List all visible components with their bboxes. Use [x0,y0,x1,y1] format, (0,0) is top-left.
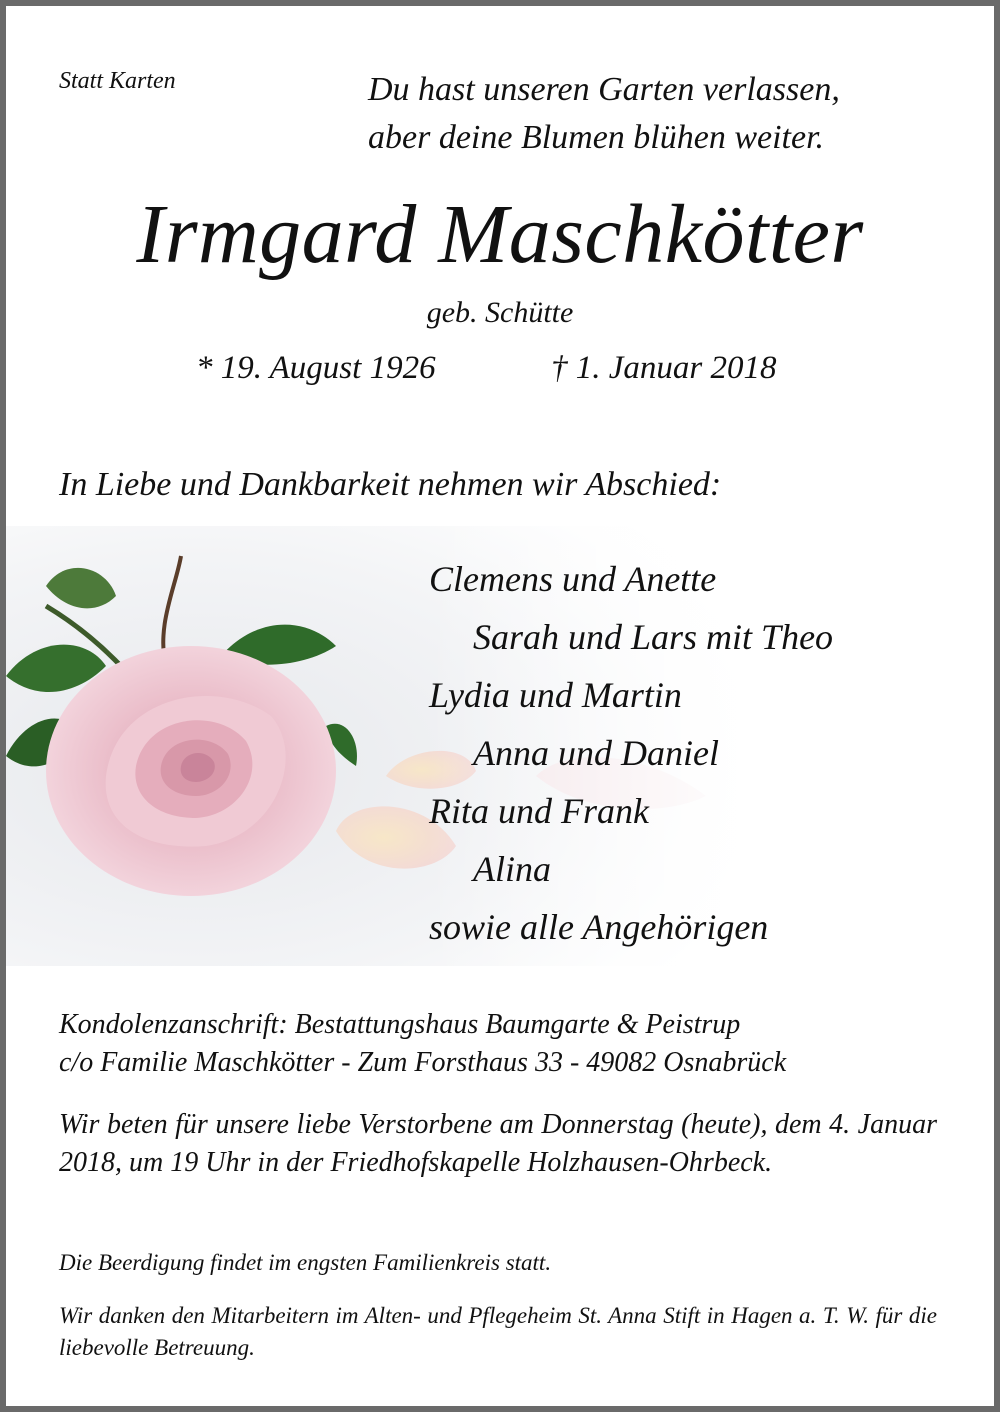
mourner-entry: Alina [473,849,551,889]
prayer-notice: Wir beten für unsere liebe Verstorbene am Donnerstag (heute), dem 4. Januar 2018, um 19 Uhr in der Friedhofskapelle Holzhausen-Ohrbeck. [59,1109,937,1178]
mourner-entry: Clemens und Anette [429,559,717,599]
farewell-intro: In Liebe und Dankbarkeit nehmen wir Abschied: [59,466,722,503]
deceased-name: Irmgard Maschkötter [136,188,864,281]
mourner-entry: Rita und Frank [429,791,649,831]
mourner-entry: Anna und Daniel [473,733,719,773]
motto-line: Du hast unseren Garten verlassen, [368,71,840,108]
maiden-name: geb. Schütte [426,296,574,329]
birth-date: * 19. August 1926 [196,350,436,386]
condolence-address [59,1006,786,1082]
mourner-entry: Lydia und Martin [429,675,682,715]
statt-karten-label: Statt Karten [59,68,176,94]
motto-line: aber deine Blumen blühen weiter. [368,119,825,156]
condolence-line: c/o Familie Maschkötter - Zum Forsthaus 33 - 49082 Osnabrück [59,1047,787,1078]
obituary-notice [6,6,994,1406]
death-date: † 1. Januar 2018 [551,350,777,386]
mourner-entry: sowie alle Angehörigen [429,907,769,947]
thanks-notice: Wir danken den Mitarbeitern im Alten- und Pflegeheim St. Anna Stift in Hagen a. T. W. für die liebevolle Betreuung. [59,1303,937,1360]
condolence-line: Kondolenzanschrift: Bestattungshaus Baumgarte & Peistrup [59,1009,741,1040]
motto [368,66,840,162]
burial-notice: Die Beerdigung findet im engsten Familienkreis statt. [59,1250,552,1275]
mourner-entry: Sarah und Lars mit Theo [473,617,834,657]
